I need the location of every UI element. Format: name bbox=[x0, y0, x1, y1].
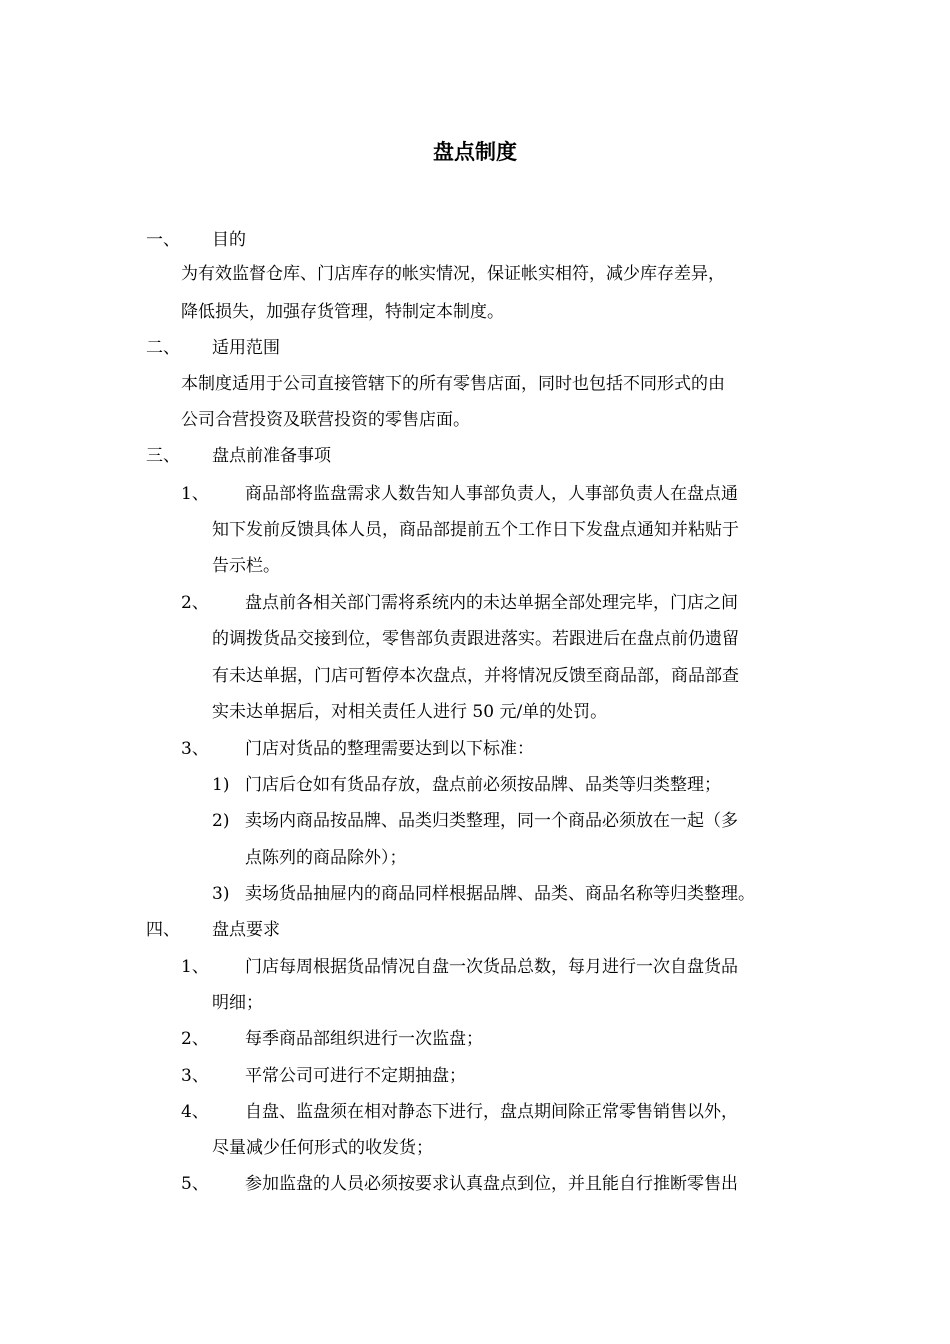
section-2-heading: 适用范围 bbox=[212, 338, 280, 358]
document-title: 盘点制度 bbox=[433, 140, 517, 164]
sub-item-line: 卖场内商品按品牌、品类归类整理，同一个商品必须放在一起（多 bbox=[245, 811, 738, 831]
section-1-heading: 目的 bbox=[212, 230, 246, 250]
list-item-number: 1、 bbox=[181, 957, 209, 977]
section-1-paragraph-line: 降低损失，加强存货管理，特制定本制度。 bbox=[181, 302, 504, 322]
list-item-line: 告示栏。 bbox=[212, 556, 280, 576]
list-item-number: 3、 bbox=[181, 739, 209, 759]
list-item-line: 明细； bbox=[212, 993, 263, 1013]
section-4-number: 四、 bbox=[146, 920, 180, 940]
list-item-line: 每季商品部组织进行一次监盘； bbox=[245, 1029, 483, 1049]
list-item-line: 门店每周根据货品情况自盘一次货品总数，每月进行一次自盘货品 bbox=[245, 957, 738, 977]
list-item-number: 4、 bbox=[181, 1102, 209, 1122]
sub-item-line: 点陈列的商品除外）； bbox=[245, 848, 407, 868]
section-1-number: 一、 bbox=[146, 230, 180, 250]
list-item-line: 有未达单据，门店可暂停本次盘点，并将情况反馈至商品部，商品部查 bbox=[212, 666, 739, 686]
sub-item-number: 3) bbox=[212, 884, 230, 904]
list-item-line: 尽量减少任何形式的收发货； bbox=[212, 1138, 433, 1158]
list-item-line: 门店对货品的整理需要达到以下标准： bbox=[245, 739, 534, 759]
section-4-heading: 盘点要求 bbox=[212, 920, 280, 940]
list-item-number: 3、 bbox=[181, 1066, 209, 1086]
sub-item-number: 2) bbox=[212, 811, 230, 831]
list-item-number: 2、 bbox=[181, 593, 209, 613]
sub-item-number: 1) bbox=[212, 775, 230, 795]
list-item-line: 参加监盘的人员必须按要求认真盘点到位，并且能自行推断零售出 bbox=[245, 1174, 738, 1194]
section-2-number: 二、 bbox=[146, 338, 180, 358]
list-item-number: 2、 bbox=[181, 1029, 209, 1049]
list-item-number: 1、 bbox=[181, 484, 209, 504]
section-2-paragraph-line: 公司合营投资及联营投资的零售店面。 bbox=[181, 410, 470, 430]
list-item-line: 实未达单据后，对相关责任人进行 50 元/单的处罚。 bbox=[212, 702, 608, 722]
list-item-line: 平常公司可进行不定期抽盘； bbox=[245, 1066, 466, 1086]
list-item-line: 自盘、监盘须在相对静态下进行，盘点期间除正常零售销售以外， bbox=[245, 1102, 738, 1122]
section-2-paragraph-line: 本制度适用于公司直接管辖下的所有零售店面，同时也包括不同形式的由 bbox=[181, 374, 725, 394]
section-1-paragraph-line: 为有效监督仓库、门店库存的帐实情况，保证帐实相符，减少库存差异， bbox=[181, 264, 725, 284]
list-item-number: 5、 bbox=[181, 1174, 209, 1194]
list-item-line: 的调拨货品交接到位，零售部负责跟进落实。若跟进后在盘点前仍遗留 bbox=[212, 629, 739, 649]
list-item-line: 盘点前各相关部门需将系统内的未达单据全部处理完毕，门店之间 bbox=[245, 593, 738, 613]
list-item-line: 商品部将监盘需求人数告知人事部负责人，人事部负责人在盘点通 bbox=[245, 484, 738, 504]
sub-item-line: 门店后仓如有货品存放，盘点前必须按品牌、品类等归类整理； bbox=[245, 775, 721, 795]
section-3-heading: 盘点前准备事项 bbox=[212, 446, 331, 466]
list-item-line: 知下发前反馈具体人员，商品部提前五个工作日下发盘点通知并粘贴于 bbox=[212, 520, 739, 540]
section-3-number: 三、 bbox=[146, 446, 180, 466]
sub-item-line: 卖场货品抽屉内的商品同样根据品牌、品类、商品名称等归类整理。 bbox=[245, 884, 755, 904]
